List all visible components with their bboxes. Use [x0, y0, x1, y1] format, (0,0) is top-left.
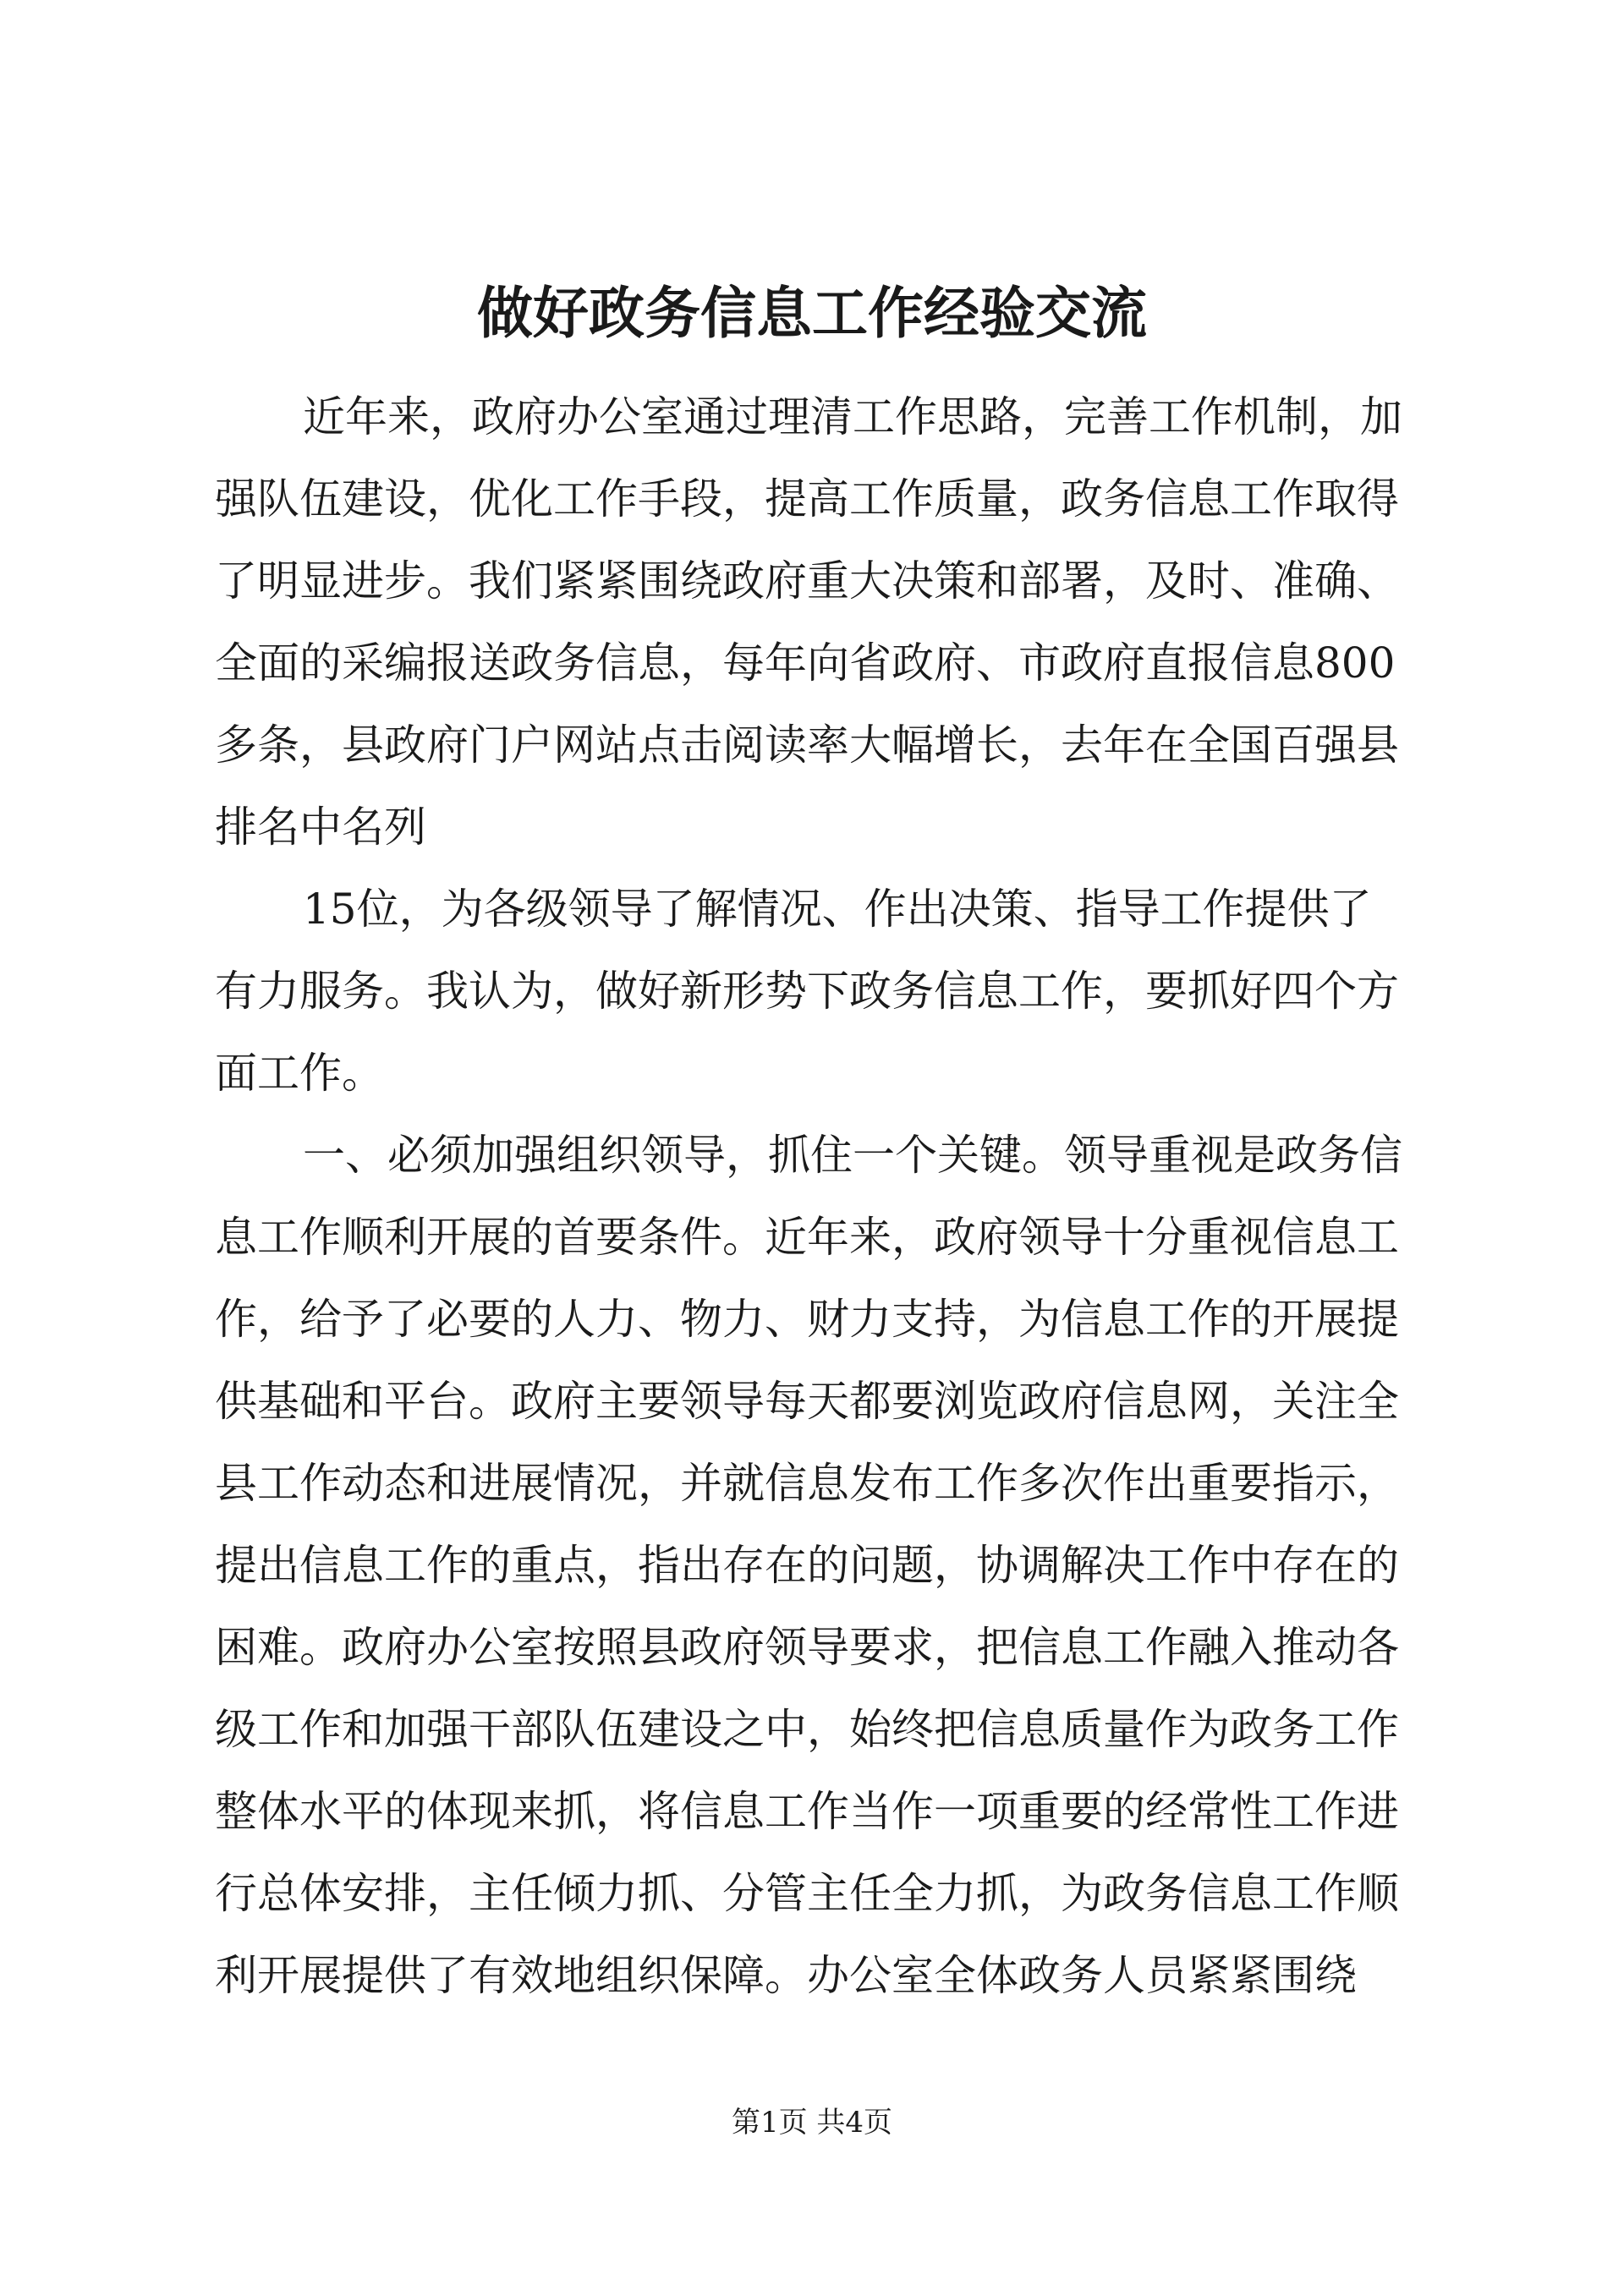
body-line: 整体水平的体现来抓，将信息工作当作一项重要的经常性工作进: [215, 1787, 1399, 1836]
body-line: 了明显进步。我们紧紧围绕政府重大决策和部署，及时、准确、: [215, 556, 1399, 606]
body-line: 利开展提供了有效地组织保障。办公室全体政务人员紧紧围绕: [215, 1951, 1357, 2000]
body-line: 多条，县政府门户网站点击阅读率大幅增长，去年在全国百强县: [215, 721, 1399, 770]
body-line: 强队伍建设，优化工作手段，提高工作质量，政务信息工作取得: [215, 474, 1399, 523]
body-line: 困难。政府办公室按照县政府领导要求，把信息工作融入推动各: [215, 1623, 1399, 1672]
body-line: 作，给予了必要的人力、物力、财力支持，为信息工作的开展提: [215, 1295, 1399, 1344]
body-line: 提出信息工作的重点，指出存在的问题，协调解决工作中存在的: [215, 1541, 1399, 1590]
document-title: 做好政务信息工作经验交流: [477, 280, 1147, 346]
body-line: 供基础和平台。政府主要领导每天都要浏览政府信息网，关注全: [215, 1377, 1399, 1426]
body-line: 县工作动态和进展情况，并就信息发布工作多次作出重要指示，: [215, 1459, 1399, 1508]
body-line: 15位，为各级领导了解情况、作出决策、指导工作提供了: [303, 885, 1372, 934]
body-line: 排名中名列: [215, 803, 426, 852]
body-line: 行总体安排，主任倾力抓、分管主任全力抓，为政务信息工作顺: [215, 1869, 1399, 1918]
body-line: 面工作。: [215, 1049, 384, 1098]
body-line: 全面的采编报送政务信息，每年向省政府、市政府直报信息800: [215, 638, 1396, 688]
body-line: 级工作和加强干部队伍建设之中，始终把信息质量作为政务工作: [215, 1705, 1399, 1754]
body-line: 息工作顺利开展的首要条件。近年来，政府领导十分重视信息工: [215, 1213, 1399, 1262]
page-footer: 第1页 共4页: [731, 2106, 893, 2140]
body-line: 一、必须加强组织领导，抓住一个关键。领导重视是政务信: [303, 1131, 1402, 1180]
body-line: 有力服务。我认为，做好新形势下政务信息工作，要抓好四个方: [215, 967, 1399, 1016]
body-line: 近年来，政府办公室通过理清工作思路，完善工作机制，加: [303, 392, 1402, 441]
